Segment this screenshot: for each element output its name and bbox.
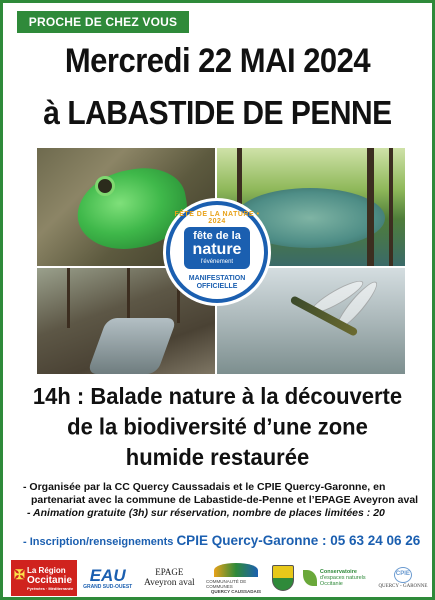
badge-logo	[184, 227, 250, 269]
cpie-text-1: QUERCY - GARONNE	[378, 583, 428, 589]
badge-line-2: nature	[192, 241, 242, 258]
badge-line-1: fête de la	[193, 230, 241, 242]
frog-eye	[95, 176, 115, 196]
contact-phone[interactable]: CPIE Quercy-Garonne : 05 63 24 06 26	[176, 533, 421, 548]
cpie-quercy-garonne-logo	[375, 560, 431, 596]
event-info	[23, 481, 423, 520]
contact-label: - Inscription/renseignements	[23, 536, 174, 548]
epage-text-2: Aveyron aval	[143, 578, 195, 588]
tree-trunk	[367, 148, 374, 266]
eau-text-2: GRAND SUD-OUEST	[83, 583, 133, 590]
cen-text-1: Conservatoire	[319, 569, 357, 575]
tree-trunk	[127, 268, 130, 318]
event-description	[3, 381, 432, 472]
event-place-title: à LABASTIDE DE PENNE	[43, 95, 392, 132]
badge-bottom-text: MANIFESTATION OFFICIELLE	[188, 275, 246, 290]
event-date-title: Mercredi 22 MAI 2024	[64, 41, 371, 80]
cen-text-2: d'espaces naturels	[319, 575, 366, 581]
stream-water	[87, 318, 177, 374]
event-line-3: humide restaurée	[125, 443, 310, 471]
eau-grand-sud-ouest-logo	[83, 560, 133, 596]
proche-de-chez-vous-tag: PROCHE DE CHEZ VOUS	[17, 11, 189, 33]
occitan-cross-icon: ✠	[14, 567, 25, 582]
fete-de-la-nature-badge	[166, 201, 268, 303]
tree-trunk	[389, 148, 393, 266]
occitanie-text-3: Pyrénées · Méditerranée	[27, 585, 74, 591]
organizer-line-1: - Organisée par la CC Quercy Caussadais et le CPIE Quercy-Garonne, en	[23, 481, 386, 493]
animation-line: - Animation gratuite (3h) sur réservation, nombre de places limitées : 20	[27, 507, 385, 519]
badge-line-3: l'événement	[200, 259, 234, 265]
epage-aveyron-aval-logo	[138, 560, 200, 596]
cpie-mark-icon: CPIE	[394, 567, 412, 583]
region-occitanie-logo	[11, 560, 77, 596]
cen-text-3: Occitanie	[319, 581, 343, 587]
event-line-2: de la biodiversité d’une zone	[67, 413, 368, 440]
cc-text-1: COMMUNAUTÉ DE COMMUNES	[205, 578, 247, 589]
partner-logos	[11, 559, 431, 597]
organizer-line-2: partenariat avec la commune de Labastide-de-Penne et l’EPAGE Aveyron aval	[31, 494, 419, 506]
epage-text-1: EPAGE	[155, 567, 184, 577]
cc-quercy-caussadais-logo	[206, 560, 266, 596]
badge-ring-text: FÊTE DE LA NATURE • 2024	[174, 211, 260, 225]
cc-text-2: QUERCY CAUSSADAIS	[210, 588, 262, 594]
leaf-icon	[303, 570, 317, 586]
cc-swoosh-icon	[214, 563, 258, 577]
tree-trunk	[67, 268, 70, 328]
shield-icon	[272, 565, 294, 591]
eau-text-1: EAU	[89, 565, 126, 585]
cen-occitanie-logo	[299, 560, 369, 596]
contact-line	[23, 533, 428, 548]
commune-shield-logo	[272, 560, 294, 596]
occitanie-text-2: Occitanie	[27, 574, 73, 586]
event-line-1: 14h : Balade nature à la découverte	[32, 382, 403, 410]
occitanie-text-1: La Région	[27, 565, 66, 575]
